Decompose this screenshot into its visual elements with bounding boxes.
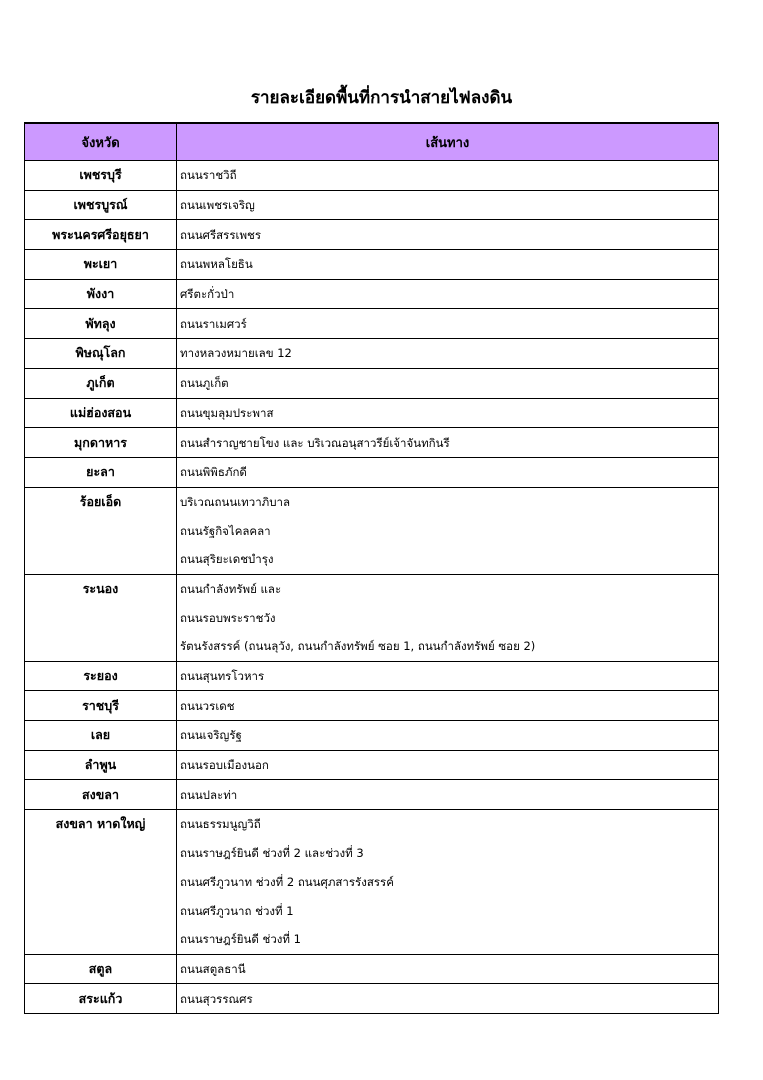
route-cell: ถนนสำราญชายโขง และ บริเวณอนุสาวรีย์เจ้าจันทกินรี bbox=[177, 428, 719, 458]
table-row bbox=[25, 398, 719, 428]
table-row bbox=[25, 220, 719, 250]
route-cell: ถนนศรีภูวนาถ ช่วงที่ 1 bbox=[177, 896, 719, 925]
province-cell: ราชบุรี bbox=[25, 691, 177, 721]
route-cell: ถนนขุมลุมประพาส bbox=[177, 398, 719, 428]
route-cell: บริเวณถนนเทวาภิบาล bbox=[177, 487, 719, 516]
province-cell: พิษณุโลก bbox=[25, 339, 177, 369]
province-cell: พะเยา bbox=[25, 250, 177, 280]
province-cell: ร้อยเอ็ด bbox=[25, 487, 177, 574]
table-row bbox=[25, 661, 719, 691]
province-cell: สระแก้ว bbox=[25, 984, 177, 1014]
table-row bbox=[25, 309, 719, 339]
route-cell: ถนนเจริญรัฐ bbox=[177, 721, 719, 751]
province-cell: ลำพูน bbox=[25, 750, 177, 780]
province-cell: เพชรบุรี bbox=[25, 161, 177, 191]
table-row bbox=[25, 250, 719, 280]
page-title: รายละเอียดพื้นที่การนำสายไฟลงดิน bbox=[250, 88, 513, 108]
table-row bbox=[25, 780, 719, 810]
route-cell: ถนนราษฎร์ยินดี ช่วงที่ 2 และช่วงที่ 3 bbox=[177, 839, 719, 868]
province-cell: พัทลุง bbox=[25, 309, 177, 339]
table-header-row bbox=[25, 123, 719, 161]
table-row bbox=[25, 810, 719, 839]
province-cell: เพชรบูรณ์ bbox=[25, 190, 177, 220]
route-table bbox=[24, 122, 719, 1014]
province-cell: ระยอง bbox=[25, 661, 177, 691]
table-row bbox=[25, 487, 719, 516]
table-row bbox=[25, 161, 719, 191]
route-cell: รัตนรังสรรค์ (ถนนลุวัง, ถนนกำลังทรัพย์ ซอย 1, ถนนกำลังทรัพย์ ซอย 2) bbox=[177, 632, 719, 661]
route-cell: ทางหลวงหมายเลข 12 bbox=[177, 339, 719, 369]
province-cell: สงขลา bbox=[25, 780, 177, 810]
route-cell: ถนนศรีภูวนาท ช่วงที่ 2 ถนนศุภสารรังสรรค์ bbox=[177, 868, 719, 897]
route-cell: ถนนรอบเมืองนอก bbox=[177, 750, 719, 780]
route-cell: ถนนรอบพระราชวัง bbox=[177, 603, 719, 632]
route-cell: ถนนราเมศวร์ bbox=[177, 309, 719, 339]
table-row bbox=[25, 574, 719, 603]
route-cell: ถนนปละท่า bbox=[177, 780, 719, 810]
route-cell: ถนนรัฐกิจไคลคลา bbox=[177, 516, 719, 545]
table-row bbox=[25, 368, 719, 398]
table-row bbox=[25, 457, 719, 487]
route-cell: ถนนสุวรรณศร bbox=[177, 984, 719, 1014]
province-cell: สตูล bbox=[25, 954, 177, 984]
route-cell: ถนนภูเก็ต bbox=[177, 368, 719, 398]
route-cell: ถนนธรรมนูญวิถี bbox=[177, 810, 719, 839]
route-cell: ถนนราชวิถี bbox=[177, 161, 719, 191]
province-cell: แม่ฮ่องสอน bbox=[25, 398, 177, 428]
route-cell: ถนนวรเดช bbox=[177, 691, 719, 721]
route-cell: ถนนเพชรเจริญ bbox=[177, 190, 719, 220]
route-cell: ศรีตะกั่วป่า bbox=[177, 279, 719, 309]
table-body bbox=[25, 161, 719, 1014]
table-row bbox=[25, 190, 719, 220]
province-cell: เลย bbox=[25, 721, 177, 751]
table-row bbox=[25, 750, 719, 780]
province-cell: สงขลา หาดใหญ่ bbox=[25, 810, 177, 954]
route-cell: ถนนศรีสรรเพชร bbox=[177, 220, 719, 250]
header-route: เส้นทาง bbox=[177, 123, 719, 161]
table-row bbox=[25, 984, 719, 1014]
province-cell: ภูเก็ต bbox=[25, 368, 177, 398]
route-cell: ถนนกำลังทรัพย์ และ bbox=[177, 574, 719, 603]
route-cell: ถนนราษฎร์ยินดี ช่วงที่ 1 bbox=[177, 925, 719, 954]
route-cell: ถนนสุนทรโวหาร bbox=[177, 661, 719, 691]
table-row bbox=[25, 691, 719, 721]
table-row bbox=[25, 721, 719, 751]
province-cell: ยะลา bbox=[25, 457, 177, 487]
route-cell: ถนนพหลโยธิน bbox=[177, 250, 719, 280]
province-cell: ระนอง bbox=[25, 574, 177, 661]
province-cell: พระนครศรีอยุธยา bbox=[25, 220, 177, 250]
province-cell: พังงา bbox=[25, 279, 177, 309]
route-cell: ถนนสตูลธานี bbox=[177, 954, 719, 984]
header-province: จังหวัด bbox=[25, 123, 177, 161]
table-row bbox=[25, 279, 719, 309]
route-cell: ถนนสุริยะเดชบำรุง bbox=[177, 545, 719, 574]
table-row bbox=[25, 339, 719, 369]
province-cell: มุกดาหาร bbox=[25, 428, 177, 458]
route-cell: ถนนพิพิธภักดี bbox=[177, 457, 719, 487]
table-row bbox=[25, 954, 719, 984]
table-row bbox=[25, 428, 719, 458]
